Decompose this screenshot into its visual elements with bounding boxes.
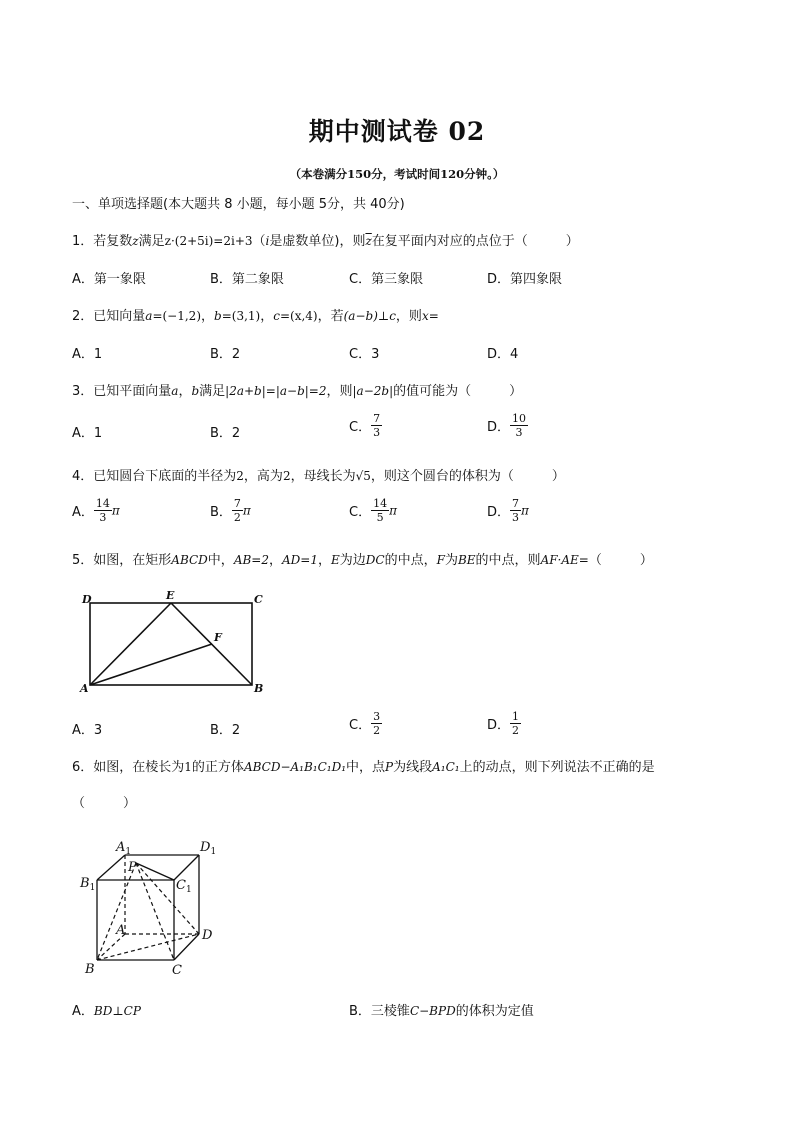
rectangle-figure xyxy=(76,588,272,694)
q3-option-b: B．2 xyxy=(210,426,241,441)
q3-option-a: A．1 xyxy=(72,426,103,441)
q2-option-c: C．3 xyxy=(349,347,380,362)
q2-condition-right: c xyxy=(389,309,396,323)
q2-value-b: =(3,1) xyxy=(221,309,261,323)
question-1 xyxy=(72,230,579,249)
label-b1: $B_1$ xyxy=(80,876,96,893)
page-subtitle: （本卷满分150分，考试时间120分钟。） xyxy=(289,167,505,181)
question-6: 6．如图，在棱长为1的正方体ABCD−A₁B₁C₁D₁中，点P为线段A₁C₁上的动点，则下列说法不正确的是 xyxy=(72,760,655,775)
label-a: A xyxy=(80,682,89,694)
q2-value-c: =(x,4) xyxy=(279,309,318,323)
q2-vector-a: a xyxy=(145,309,153,323)
q1-text-6: ） xyxy=(565,234,579,249)
q6-edge-length: 1 xyxy=(184,760,192,774)
q2-option-d: D．4 xyxy=(487,347,519,362)
label-c: C xyxy=(254,593,263,606)
question-2: 2．已知向量a=(−1,2)，b=(3,1)，c=(x,4)，若(a−b)⊥c，则x= xyxy=(72,309,439,324)
label-c1: $C_1$ xyxy=(176,878,192,895)
q6-option-a: A．BD⊥CP xyxy=(72,1004,141,1019)
q1-text-4: 是虚数单位)，则 xyxy=(269,234,366,249)
q3-condition: |2a+b|=|a−b|=2 xyxy=(225,384,327,398)
q5-rectangle: ABCD xyxy=(171,553,208,567)
q5-option-c: C． $\frac{3}{2}$ xyxy=(349,710,381,737)
label-f: F xyxy=(214,631,222,644)
q1-conjugate-z: $\overline{z}$ xyxy=(365,234,372,248)
label-d: D xyxy=(202,928,213,943)
q2-vector-b: b xyxy=(214,309,222,323)
q6-cube: ABCD−A₁B₁C₁D₁ xyxy=(243,760,347,774)
label-b: B xyxy=(254,682,264,694)
q1-option-a: A．第一象限 xyxy=(72,272,146,287)
q2-var-x: x xyxy=(421,309,429,323)
q1-var-i: i xyxy=(265,234,270,248)
page-title: 期中测试卷 02 xyxy=(308,117,486,146)
q2-option-a: A．1 xyxy=(72,347,103,362)
q1-option-b: B．第二象限 xyxy=(210,272,284,287)
q1-text-3: （ xyxy=(252,234,266,249)
q1-option-c: C．第三象限 xyxy=(349,272,424,287)
q1-equation: z·(2+5i)=2i+3 xyxy=(164,234,253,248)
q2-option-b: B．2 xyxy=(210,347,241,362)
q5-dot-product: AF·AE= xyxy=(540,553,589,567)
q1-option-d: D．第四象限 xyxy=(487,272,563,287)
section-heading: 一、单项选择题(本大题共 8 小题，每小题 5分，共 40分) xyxy=(72,197,405,212)
q5-option-d: D． $\frac{1}{2}$ xyxy=(487,710,520,737)
question-4: 4．已知圆台下底面的半径为2，高为2，母线长为√5，则这个圆台的体积为（ ） xyxy=(72,469,565,484)
question-6-paren: （ ） xyxy=(72,796,137,811)
label-b: B xyxy=(85,962,95,977)
label-a1: $A_1$ xyxy=(116,840,132,857)
q3-option-c: C． $\frac{7}{3}$ xyxy=(349,412,381,439)
q5-option-a: A．3 xyxy=(72,723,103,738)
label-c: C xyxy=(172,963,182,978)
q4-option-c: C． $\frac{14}{5}$ π xyxy=(349,497,397,524)
q4-option-a: A． $\frac{14}{3}$ π xyxy=(72,497,120,524)
q4-option-b: B． $\frac{7}{2}$ π xyxy=(210,497,251,524)
label-e: E xyxy=(166,589,175,602)
q2-value-a: =(−1,2) xyxy=(152,309,201,323)
q2-vector-c: c xyxy=(273,309,280,323)
q3-option-d: D． $\frac{10}{3}$ xyxy=(487,412,527,439)
q2-condition-left: (a−b) xyxy=(343,309,378,323)
label-a: A xyxy=(116,923,126,938)
q1-text-2: 满足 xyxy=(138,234,165,249)
segment-ae xyxy=(90,603,171,685)
label-p: P xyxy=(128,860,137,875)
q4-radius: 2 xyxy=(236,469,244,483)
q6-segment: A₁C₁ xyxy=(432,760,460,774)
q4-height: 2 xyxy=(282,469,291,483)
q5-option-b: B．2 xyxy=(210,723,241,738)
q3-vector-b: b xyxy=(191,384,200,398)
q1-var-z: z xyxy=(132,234,139,248)
q5-ab: AB=2 xyxy=(233,553,269,567)
label-d: D xyxy=(82,593,92,606)
question-3: 3．已知平面向量a，b满足|2a+b|=|a−b|=2，则|a−2b|的值可能为（ ） xyxy=(72,384,523,399)
question-5: 5．如图，在矩形ABCD中，AB=2，AD=1，E为边DC的中点，F为BE的中点，则AF·AE=（ ） xyxy=(72,553,653,568)
cube-figure xyxy=(76,832,226,982)
q3-expression: |a−2b| xyxy=(352,384,394,398)
rectangle-abcd xyxy=(90,603,252,685)
q6-option-b: B．三棱锥C−BPD的体积为定值 xyxy=(349,1004,534,1019)
q1-text-5: 在复平面内对应的点位于（ xyxy=(371,234,528,249)
q2-text-1: 2．已知向量 xyxy=(72,309,146,324)
q3-vector-a: a xyxy=(171,384,179,398)
label-d1: $D_1$ xyxy=(200,840,217,857)
segment-af xyxy=(90,644,212,685)
q4-option-d: D． $\frac{7}{3}$ π xyxy=(487,497,529,524)
q4-slant: √5 xyxy=(355,469,371,483)
q1-text-1: 1．若复数 xyxy=(72,234,133,249)
q5-ad: AD=1 xyxy=(282,553,318,567)
